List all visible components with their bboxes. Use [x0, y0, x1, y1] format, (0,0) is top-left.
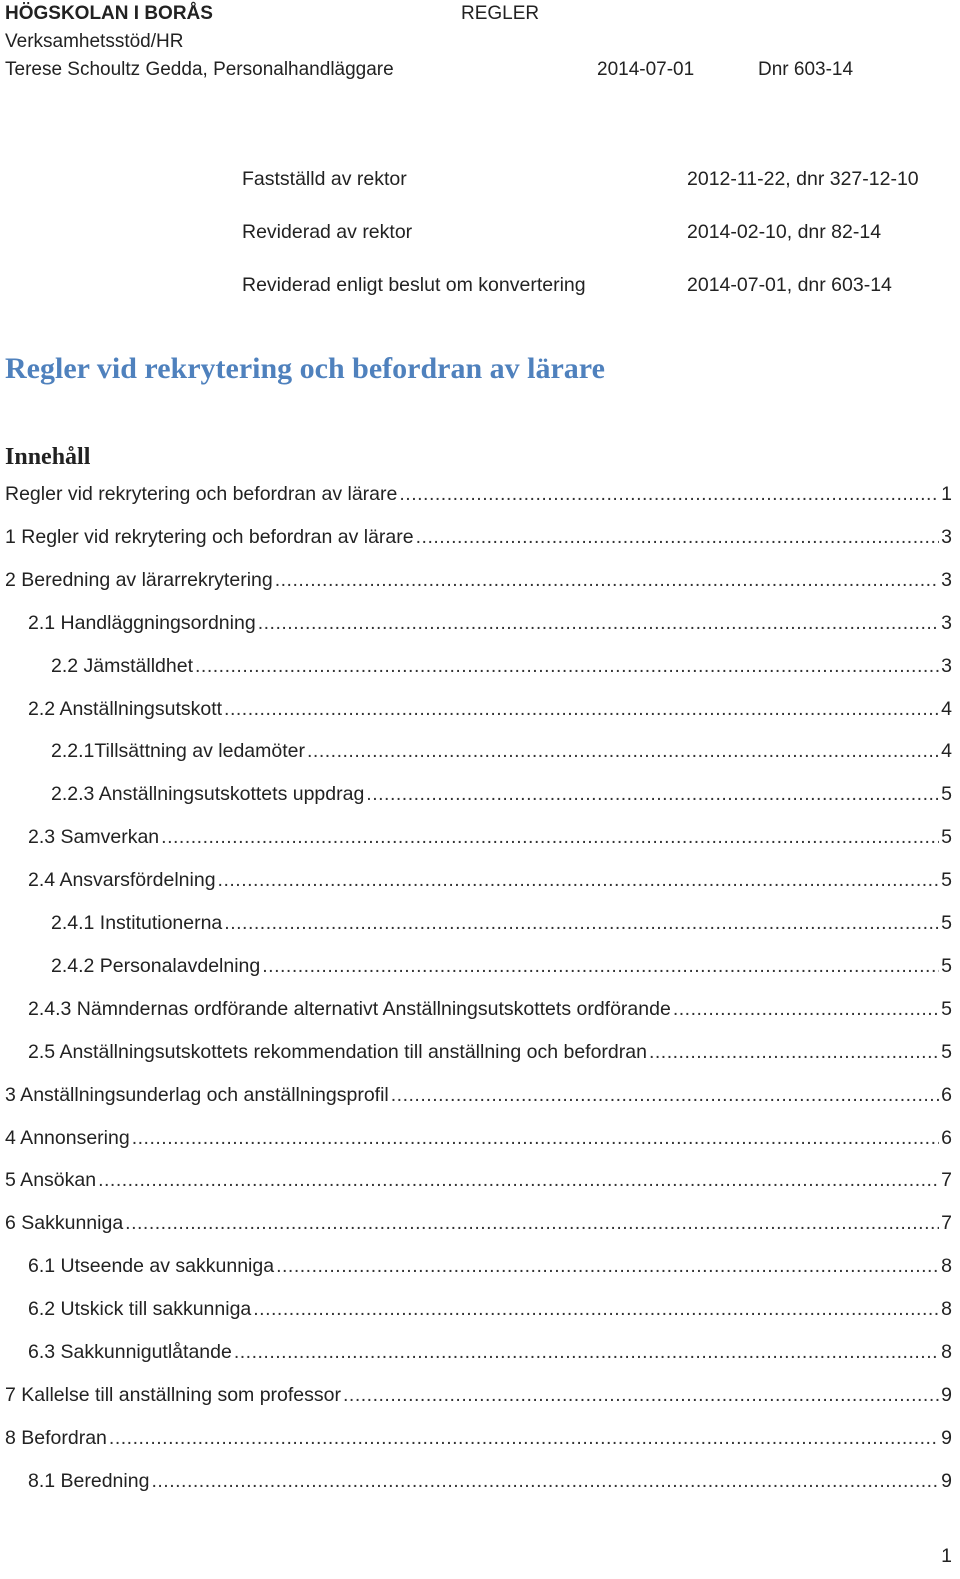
toc-dot-leader: [132, 1125, 939, 1151]
toc-entry-page: 5: [941, 783, 952, 806]
toc-entry-page: 3: [941, 525, 952, 548]
toc-entry-title: 8 Befordran: [5, 1426, 107, 1449]
document-title: Regler vid rekrytering och befordran av lärare: [5, 352, 605, 385]
toc-entry-page: 9: [941, 1383, 952, 1406]
toc-entry-page: 5: [941, 954, 952, 977]
toc-dot-leader: [253, 1296, 939, 1322]
toc-entry-title: 2.3 Samverkan: [28, 826, 160, 849]
toc-entry[interactable]: [28, 824, 952, 850]
toc-entry-page: 6: [941, 1083, 952, 1106]
toc-entry-title: 6 Sakkunniga: [5, 1212, 124, 1235]
toc-entry-page: 4: [941, 740, 952, 763]
toc-entry[interactable]: [28, 1339, 952, 1365]
toc-entry-title: 2.2.1Tillsättning av ledamöter: [51, 740, 305, 763]
toc-dot-leader: [161, 824, 939, 850]
toc-entry-page: 3: [941, 568, 952, 591]
toc-entry-title: 1 Regler vid rekrytering och befordran av lärare: [5, 525, 414, 548]
toc-dot-leader: [218, 867, 940, 893]
toc-entry[interactable]: [28, 867, 952, 893]
toc-entry-page: 1: [941, 483, 952, 505]
toc-entry-title: 2.1 Handläggningsordning: [28, 611, 256, 634]
toc-dot-leader: [258, 610, 939, 636]
toc-entry-page: 3: [941, 654, 952, 677]
toc-dot-leader: [307, 738, 939, 764]
toc-dot-leader: [98, 1167, 939, 1193]
toc-entry-page: 5: [941, 997, 952, 1020]
toc-entry[interactable]: [28, 996, 952, 1022]
toc-entry-title: 6.1 Utseende av sakkunniga: [28, 1255, 275, 1278]
toc-entry-page: 8: [941, 1255, 952, 1278]
toc-dot-leader: [224, 696, 939, 722]
document-type: REGLER: [461, 3, 540, 24]
toc-entry[interactable]: [5, 1082, 952, 1108]
toc-entry[interactable]: [5, 567, 952, 593]
toc-dot-leader: [125, 1210, 939, 1236]
toc-entry-page: 5: [941, 869, 952, 892]
toc-entry-title: 4 Annonsering: [5, 1126, 130, 1149]
toc-dot-leader: [109, 1425, 939, 1451]
author: Terese Schoultz Gedda, Personalhandläggare: [5, 59, 394, 80]
toc-entry-title: 2.5 Anställningsutskottets rekommendation till anställning och befordran: [28, 1040, 647, 1063]
toc-heading: Innehåll: [5, 444, 91, 470]
toc-entry[interactable]: [28, 1253, 952, 1279]
toc-dot-leader: [151, 1468, 939, 1494]
toc-entry-title: 5 Ansökan: [5, 1169, 97, 1192]
toc-entry-title: 2.2 Anställningsutskott: [28, 697, 223, 720]
toc-entry[interactable]: [28, 1039, 952, 1065]
toc-dot-leader: [275, 567, 939, 593]
toc-dot-leader: [416, 524, 940, 550]
meta-label: Reviderad enligt beslut om konvertering: [242, 274, 586, 296]
document-dnr: Dnr 603-14: [758, 59, 854, 80]
toc-entry-title: Regler vid rekrytering och befordran av lärare: [5, 483, 398, 505]
toc-entry-title: 2.4.1 Institutionerna: [51, 912, 223, 934]
toc-entry-page: 9: [941, 1469, 952, 1492]
toc-dot-leader: [391, 1082, 939, 1108]
meta-value: 2014-07-01, dnr 603-14: [687, 274, 892, 296]
toc-entry-page: 8: [941, 1298, 952, 1321]
toc-entry[interactable]: [5, 1167, 952, 1193]
toc-entry[interactable]: [28, 696, 952, 722]
toc-entry-page: 7: [941, 1212, 952, 1235]
toc-entry-title: 7 Kallelse till anställning som professor: [5, 1383, 341, 1406]
toc-entry[interactable]: [28, 610, 952, 636]
toc-entry[interactable]: [5, 1125, 952, 1151]
toc-entry[interactable]: [5, 1210, 952, 1236]
meta-value: 2014-02-10, dnr 82-14: [687, 221, 882, 243]
toc-entry-title: 2.4.3 Nämndernas ordförande alternativt Anställningsutskottets ordförande: [28, 997, 671, 1020]
toc-entry[interactable]: [51, 781, 952, 807]
toc-entry-page: 3: [941, 611, 952, 634]
document-date: 2014-07-01: [597, 59, 695, 80]
toc-entry-title: 3 Anställningsunderlag och anställningsprofil: [5, 1083, 389, 1106]
toc-entry-title: 6.2 Utskick till sakkunniga: [28, 1298, 252, 1321]
toc-dot-leader: [649, 1039, 939, 1065]
toc-entry[interactable]: [5, 1425, 952, 1451]
department: Verksamhetsstöd/HR: [5, 31, 184, 52]
toc-entry[interactable]: [28, 1296, 952, 1322]
toc-entry-title: 2.2 Jämställdhet: [51, 654, 193, 677]
toc-entry-title: 8.1 Beredning: [28, 1469, 150, 1492]
toc-entry[interactable]: [28, 1468, 952, 1494]
toc-entry[interactable]: [51, 953, 952, 979]
toc-entry-title: 2.4 Ansvarsfördelning: [28, 869, 216, 892]
meta-label: Reviderad av rektor: [242, 221, 413, 243]
toc-entry-page: 7: [941, 1169, 952, 1192]
toc-entry-title: 2 Beredning av lärarrekrytering: [5, 568, 273, 591]
toc-entry[interactable]: [51, 738, 952, 764]
meta-value: 2012-11-22, dnr 327-12-10: [687, 168, 919, 190]
toc-entry-title: 2.2.3 Anställningsutskottets uppdrag: [51, 783, 365, 806]
toc-dot-leader: [262, 953, 939, 979]
toc-dot-leader: [195, 653, 939, 679]
institution-name: HÖGSKOLAN I BORÅS: [5, 3, 213, 24]
page-number: 1: [941, 1545, 952, 1567]
toc-entry-page: 4: [941, 697, 952, 720]
toc-dot-leader: [399, 481, 939, 507]
toc-entry[interactable]: [51, 910, 952, 936]
toc-entry[interactable]: [51, 653, 952, 679]
toc-entry-page: 8: [941, 1341, 952, 1363]
toc-dot-leader: [276, 1253, 939, 1279]
toc-entry-title: 6.3 Sakkunnigutlåtande: [28, 1341, 232, 1363]
toc-entry[interactable]: [5, 481, 952, 507]
meta-label: Fastställd av rektor: [242, 168, 407, 190]
toc-dot-leader: [234, 1339, 939, 1365]
toc-dot-leader: [673, 996, 939, 1022]
toc-entry-page: 6: [941, 1126, 952, 1149]
toc-entry-page: 5: [941, 1040, 952, 1063]
toc-entry-page: 9: [941, 1426, 952, 1449]
toc-entry-page: 5: [941, 912, 952, 934]
toc-dot-leader: [224, 910, 939, 936]
toc-entry-page: 5: [941, 826, 952, 849]
toc-dot-leader: [343, 1382, 939, 1408]
toc-dot-leader: [366, 781, 939, 807]
toc-entry[interactable]: [5, 1382, 952, 1408]
toc-entry[interactable]: [5, 524, 952, 550]
toc-entry-title: 2.4.2 Personalavdelning: [51, 954, 261, 977]
